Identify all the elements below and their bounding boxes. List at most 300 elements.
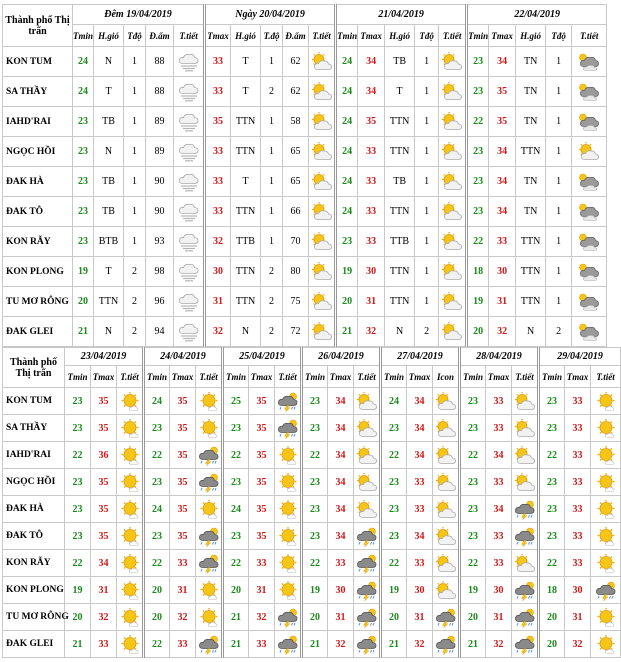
value-cell: 23 bbox=[467, 197, 489, 227]
sun-cloud-icon bbox=[512, 553, 537, 574]
storm-icon bbox=[275, 418, 300, 439]
table-row bbox=[3, 388, 621, 415]
value-cell: 24 bbox=[223, 496, 249, 523]
fog-icon bbox=[174, 321, 203, 342]
value-cell: 1 bbox=[415, 287, 439, 317]
weather-cell bbox=[196, 550, 223, 577]
value-cell: 88 bbox=[146, 47, 174, 77]
value-cell: 19 bbox=[302, 577, 328, 604]
column-header: T.tiết bbox=[275, 366, 302, 388]
value-cell: 35 bbox=[249, 415, 275, 442]
column-header: Tmax bbox=[91, 366, 117, 388]
weather-cell bbox=[591, 631, 621, 658]
sun-cloud-icon bbox=[439, 261, 465, 282]
value-cell: 33 bbox=[486, 469, 512, 496]
city-name: KON PLONG bbox=[3, 257, 73, 287]
sun-cloud-icon bbox=[439, 201, 465, 222]
value-cell: 62 bbox=[283, 47, 309, 77]
value-cell: 33 bbox=[249, 631, 275, 658]
column-header: Tmin bbox=[539, 366, 565, 388]
value-cell: 19 bbox=[65, 577, 91, 604]
value-cell: 33 bbox=[358, 167, 385, 197]
weather-cell bbox=[433, 604, 460, 631]
weather-cell bbox=[117, 550, 144, 577]
forecast-table-1 bbox=[2, 4, 607, 347]
weather-cell bbox=[196, 496, 223, 523]
value-cell: 34 bbox=[328, 523, 354, 550]
column-header: Tmin bbox=[467, 25, 489, 47]
sun-icon bbox=[196, 580, 221, 601]
table-row bbox=[3, 631, 621, 658]
value-cell: 24 bbox=[381, 388, 407, 415]
sun-cloud-icon bbox=[309, 141, 334, 162]
value-cell: 23 bbox=[460, 469, 486, 496]
value-cell: T bbox=[231, 47, 261, 77]
cloud-icon bbox=[572, 81, 606, 102]
column-header: H.gió bbox=[516, 25, 546, 47]
weather-cell bbox=[439, 167, 467, 197]
value-cell: 2 bbox=[124, 257, 146, 287]
sun-icon bbox=[275, 580, 300, 601]
value-cell: 1 bbox=[415, 167, 439, 197]
value-cell: 22 bbox=[65, 442, 91, 469]
value-cell: TTN bbox=[516, 257, 546, 287]
sun-icon bbox=[275, 526, 300, 547]
sun-icon bbox=[117, 634, 142, 655]
value-cell: 20 bbox=[539, 631, 565, 658]
value-cell: 20 bbox=[336, 287, 358, 317]
value-cell: 33 bbox=[407, 550, 433, 577]
sun-cloud-icon bbox=[439, 111, 465, 132]
value-cell: 90 bbox=[146, 197, 174, 227]
weather-cell bbox=[275, 577, 302, 604]
value-cell: BTB bbox=[94, 227, 124, 257]
column-header: T.tiết bbox=[309, 25, 336, 47]
value-cell: TTN bbox=[385, 137, 415, 167]
weather-cell bbox=[591, 496, 621, 523]
sun-cloud-icon bbox=[512, 391, 537, 412]
city-name: NGỌC HỒI bbox=[3, 469, 65, 496]
sun-cloud-icon bbox=[433, 472, 458, 493]
value-cell: 32 bbox=[205, 227, 231, 257]
column-header: Tmin bbox=[73, 25, 94, 47]
value-cell: 1 bbox=[546, 287, 572, 317]
table-row bbox=[3, 47, 607, 77]
value-cell: 22 bbox=[460, 442, 486, 469]
date-header: Ngày 20/04/2019 bbox=[205, 5, 336, 25]
weather-cell bbox=[433, 415, 460, 442]
sun-icon bbox=[117, 418, 142, 439]
weather-cell bbox=[354, 496, 381, 523]
storm-icon bbox=[196, 445, 221, 466]
value-cell: 35 bbox=[91, 523, 117, 550]
value-cell: 1 bbox=[124, 77, 146, 107]
weather-cell bbox=[174, 287, 205, 317]
value-cell: 21 bbox=[65, 631, 91, 658]
value-cell: 1 bbox=[261, 137, 283, 167]
sun-cloud-icon bbox=[433, 499, 458, 520]
weather-cell bbox=[439, 47, 467, 77]
value-cell: 20 bbox=[65, 604, 91, 631]
value-cell: 22 bbox=[223, 442, 249, 469]
sun-cloud-icon bbox=[309, 261, 334, 282]
column-header: Icon bbox=[433, 366, 460, 388]
value-cell: 1 bbox=[261, 167, 283, 197]
value-cell: 31 bbox=[328, 604, 354, 631]
column-header: Tđộ bbox=[546, 25, 572, 47]
value-cell: 35 bbox=[91, 496, 117, 523]
sun-icon bbox=[196, 607, 221, 628]
sun-icon bbox=[591, 607, 620, 628]
value-cell: 33 bbox=[486, 523, 512, 550]
value-cell: 1 bbox=[261, 47, 283, 77]
weather-cell bbox=[591, 523, 621, 550]
value-cell: 23 bbox=[539, 469, 565, 496]
sun-icon bbox=[196, 499, 221, 520]
weather-cell bbox=[174, 167, 205, 197]
value-cell: 33 bbox=[565, 415, 591, 442]
value-cell: 75 bbox=[283, 287, 309, 317]
weather-cell bbox=[354, 442, 381, 469]
value-cell: T bbox=[94, 77, 124, 107]
value-cell: TTB bbox=[385, 227, 415, 257]
sun-cloud-icon bbox=[354, 445, 379, 466]
value-cell: T bbox=[385, 77, 415, 107]
date-header: 29/04/2019 bbox=[539, 348, 621, 366]
weather-cell bbox=[354, 604, 381, 631]
value-cell: TB bbox=[94, 197, 124, 227]
column-header: Tmin bbox=[65, 366, 91, 388]
value-cell: 33 bbox=[205, 137, 231, 167]
value-cell: 20 bbox=[460, 604, 486, 631]
weather-cell bbox=[309, 227, 336, 257]
city-name: ĐAK GLEI bbox=[3, 317, 73, 347]
weather-cell bbox=[591, 469, 621, 496]
sun-icon bbox=[591, 499, 620, 520]
value-cell: 33 bbox=[358, 227, 385, 257]
table-row bbox=[3, 107, 607, 137]
weather-cell bbox=[309, 317, 336, 347]
value-cell: 23 bbox=[65, 496, 91, 523]
sun-icon bbox=[591, 391, 620, 412]
weather-cell bbox=[117, 631, 144, 658]
value-cell: 2 bbox=[261, 287, 283, 317]
cloud-icon bbox=[572, 261, 606, 282]
city-name: TU MƠ RÔNG bbox=[3, 287, 73, 317]
value-cell: 20 bbox=[467, 317, 489, 347]
value-cell: 1 bbox=[261, 197, 283, 227]
value-cell: 23 bbox=[144, 415, 170, 442]
value-cell: TTN bbox=[385, 107, 415, 137]
weather-cell bbox=[439, 287, 467, 317]
value-cell: 35 bbox=[170, 388, 196, 415]
value-cell: 33 bbox=[358, 137, 385, 167]
value-cell: 32 bbox=[358, 317, 385, 347]
sun-cloud-icon bbox=[433, 418, 458, 439]
weather-cell bbox=[512, 415, 539, 442]
weather-cell bbox=[309, 47, 336, 77]
value-cell: TTN bbox=[231, 197, 261, 227]
storm-icon bbox=[433, 634, 458, 655]
value-cell: 19 bbox=[73, 257, 94, 287]
sun-cloud-icon bbox=[309, 111, 334, 132]
weather-cell bbox=[309, 107, 336, 137]
value-cell: 23 bbox=[460, 523, 486, 550]
value-cell: TB bbox=[385, 47, 415, 77]
value-cell: 19 bbox=[336, 257, 358, 287]
sun-icon bbox=[275, 499, 300, 520]
value-cell: 31 bbox=[489, 287, 516, 317]
value-cell: 20 bbox=[381, 604, 407, 631]
city-name: ĐAK TÔ bbox=[3, 197, 73, 227]
weather-cell bbox=[591, 550, 621, 577]
value-cell: 90 bbox=[146, 167, 174, 197]
weather-cell bbox=[439, 257, 467, 287]
value-cell: 30 bbox=[489, 257, 516, 287]
value-cell: 33 bbox=[565, 496, 591, 523]
table-row bbox=[3, 415, 621, 442]
sun-cloud-icon bbox=[309, 171, 334, 192]
value-cell: 1 bbox=[124, 197, 146, 227]
city-header: Thành phố Thị trấn bbox=[3, 348, 65, 388]
value-cell: TN bbox=[516, 77, 546, 107]
value-cell: TTN bbox=[385, 197, 415, 227]
sun-cloud-icon bbox=[572, 141, 606, 162]
value-cell: 2 bbox=[546, 317, 572, 347]
value-cell: 2 bbox=[415, 317, 439, 347]
storm-icon bbox=[354, 553, 379, 574]
weather-cell bbox=[512, 469, 539, 496]
value-cell: 2 bbox=[261, 317, 283, 347]
city-name: KON PLONG bbox=[3, 577, 65, 604]
table-row bbox=[3, 442, 621, 469]
weather-cell bbox=[196, 415, 223, 442]
column-header: T.tiết bbox=[174, 25, 205, 47]
value-cell: 24 bbox=[144, 388, 170, 415]
value-cell: 35 bbox=[205, 107, 231, 137]
storm-icon bbox=[196, 472, 221, 493]
weather-cell bbox=[591, 415, 621, 442]
value-cell: 22 bbox=[381, 550, 407, 577]
weather-cell bbox=[572, 137, 607, 167]
value-cell: 1 bbox=[546, 227, 572, 257]
column-header: Tđộ bbox=[415, 25, 439, 47]
weather-cell bbox=[275, 604, 302, 631]
value-cell: 21 bbox=[73, 317, 94, 347]
value-cell: 23 bbox=[302, 388, 328, 415]
column-header: Tmax bbox=[249, 366, 275, 388]
sun-icon bbox=[117, 526, 142, 547]
value-cell: 24 bbox=[336, 137, 358, 167]
weather-cell bbox=[512, 442, 539, 469]
value-cell: 35 bbox=[170, 442, 196, 469]
value-cell: 66 bbox=[283, 197, 309, 227]
weather-cell bbox=[591, 388, 621, 415]
sun-cloud-icon bbox=[433, 391, 458, 412]
weather-cell bbox=[275, 388, 302, 415]
weather-cell bbox=[512, 523, 539, 550]
value-cell: 1 bbox=[124, 167, 146, 197]
value-cell: 34 bbox=[328, 415, 354, 442]
value-cell: 34 bbox=[328, 469, 354, 496]
sun-cloud-icon bbox=[439, 141, 465, 162]
value-cell: T bbox=[94, 257, 124, 287]
value-cell: 35 bbox=[249, 442, 275, 469]
column-header: Tmin bbox=[336, 25, 358, 47]
value-cell: 1 bbox=[415, 137, 439, 167]
weather-cell bbox=[174, 197, 205, 227]
value-cell: 23 bbox=[144, 523, 170, 550]
sun-icon bbox=[117, 472, 142, 493]
column-header: Tmax bbox=[358, 25, 385, 47]
weather-cell bbox=[512, 577, 539, 604]
value-cell: 23 bbox=[223, 415, 249, 442]
weather-cell bbox=[275, 442, 302, 469]
value-cell: N bbox=[94, 47, 124, 77]
weather-cell bbox=[354, 523, 381, 550]
value-cell: N bbox=[385, 317, 415, 347]
city-name: KON RẪY bbox=[3, 550, 65, 577]
value-cell: 34 bbox=[489, 47, 516, 77]
value-cell: 31 bbox=[565, 604, 591, 631]
value-cell: 34 bbox=[91, 550, 117, 577]
weather-cell bbox=[309, 287, 336, 317]
value-cell: 22 bbox=[223, 550, 249, 577]
storm-icon bbox=[512, 607, 537, 628]
sun-cloud-icon bbox=[309, 81, 334, 102]
value-cell: 23 bbox=[65, 415, 91, 442]
value-cell: 23 bbox=[381, 469, 407, 496]
city-name: SA THẦY bbox=[3, 415, 65, 442]
value-cell: 23 bbox=[467, 137, 489, 167]
column-header: T.tiết bbox=[117, 366, 144, 388]
value-cell: 23 bbox=[381, 496, 407, 523]
value-cell: 1 bbox=[124, 47, 146, 77]
date-header: 22/04/2019 bbox=[467, 5, 607, 25]
column-header: Đ.ẩm bbox=[283, 25, 309, 47]
value-cell: 20 bbox=[144, 577, 170, 604]
weather-cell bbox=[433, 496, 460, 523]
value-cell: TB bbox=[94, 107, 124, 137]
storm-icon bbox=[354, 634, 379, 655]
sun-cloud-icon bbox=[439, 81, 465, 102]
value-cell: TTN bbox=[231, 257, 261, 287]
value-cell: 35 bbox=[170, 415, 196, 442]
value-cell: 19 bbox=[467, 287, 489, 317]
value-cell: 31 bbox=[249, 577, 275, 604]
sun-cloud-icon bbox=[512, 472, 537, 493]
sun-icon bbox=[591, 634, 620, 655]
table-row bbox=[3, 77, 607, 107]
cloud-icon bbox=[572, 51, 606, 72]
weather-cell bbox=[591, 442, 621, 469]
value-cell: 33 bbox=[486, 415, 512, 442]
value-cell: 32 bbox=[407, 631, 433, 658]
value-cell: TTN bbox=[516, 287, 546, 317]
weather-cell bbox=[117, 388, 144, 415]
weather-cell bbox=[433, 523, 460, 550]
storm-icon bbox=[512, 580, 537, 601]
value-cell: 34 bbox=[407, 388, 433, 415]
value-cell: 2 bbox=[124, 287, 146, 317]
city-name: IAHD'RAI bbox=[3, 442, 65, 469]
value-cell: 2 bbox=[261, 77, 283, 107]
value-cell: 23 bbox=[467, 47, 489, 77]
value-cell: T bbox=[231, 167, 261, 197]
column-header: T.tiết bbox=[591, 366, 621, 388]
weather-cell bbox=[433, 577, 460, 604]
weather-cell bbox=[196, 523, 223, 550]
value-cell: 1 bbox=[415, 77, 439, 107]
value-cell: 33 bbox=[205, 167, 231, 197]
sun-cloud-icon bbox=[512, 445, 537, 466]
value-cell: 21 bbox=[381, 631, 407, 658]
value-cell: 1 bbox=[546, 107, 572, 137]
weather-cell bbox=[572, 257, 607, 287]
value-cell: 32 bbox=[565, 631, 591, 658]
weather-cell bbox=[174, 77, 205, 107]
value-cell: 19 bbox=[460, 577, 486, 604]
value-cell: 33 bbox=[565, 469, 591, 496]
weather-cell bbox=[275, 469, 302, 496]
value-cell: TTN bbox=[231, 107, 261, 137]
table-row bbox=[3, 287, 607, 317]
value-cell: 1 bbox=[124, 107, 146, 137]
column-header: Tmax bbox=[489, 25, 516, 47]
value-cell: 23 bbox=[302, 415, 328, 442]
value-cell: 36 bbox=[91, 442, 117, 469]
weather-cell bbox=[354, 415, 381, 442]
column-header: Tmin bbox=[302, 366, 328, 388]
value-cell: 1 bbox=[415, 257, 439, 287]
table-row bbox=[3, 523, 621, 550]
sun-cloud-icon bbox=[309, 291, 334, 312]
weather-cell bbox=[354, 550, 381, 577]
table-row bbox=[3, 469, 621, 496]
value-cell: 23 bbox=[302, 469, 328, 496]
value-cell: 1 bbox=[124, 137, 146, 167]
value-cell: 21 bbox=[460, 631, 486, 658]
storm-icon bbox=[354, 580, 379, 601]
city-name: KON TUM bbox=[3, 47, 73, 77]
value-cell: T bbox=[231, 77, 261, 107]
value-cell: 1 bbox=[546, 167, 572, 197]
storm-icon bbox=[275, 607, 300, 628]
value-cell: 22 bbox=[144, 550, 170, 577]
value-cell: 23 bbox=[460, 388, 486, 415]
sun-cloud-icon bbox=[354, 418, 379, 439]
value-cell: 2 bbox=[261, 257, 283, 287]
value-cell: 1 bbox=[415, 107, 439, 137]
value-cell: 98 bbox=[146, 257, 174, 287]
sun-icon bbox=[591, 418, 620, 439]
value-cell: 35 bbox=[170, 496, 196, 523]
value-cell: 35 bbox=[358, 107, 385, 137]
column-header: Tmin bbox=[144, 366, 170, 388]
value-cell: 23 bbox=[539, 523, 565, 550]
value-cell: 2 bbox=[124, 317, 146, 347]
weather-cell bbox=[117, 523, 144, 550]
value-cell: 23 bbox=[336, 227, 358, 257]
column-header: T.tiết bbox=[572, 25, 607, 47]
value-cell: 30 bbox=[205, 257, 231, 287]
table-row bbox=[3, 577, 621, 604]
weather-cell bbox=[354, 469, 381, 496]
value-cell: 33 bbox=[565, 388, 591, 415]
value-cell: 32 bbox=[486, 631, 512, 658]
city-name: KON TUM bbox=[3, 388, 65, 415]
value-cell: 24 bbox=[336, 47, 358, 77]
